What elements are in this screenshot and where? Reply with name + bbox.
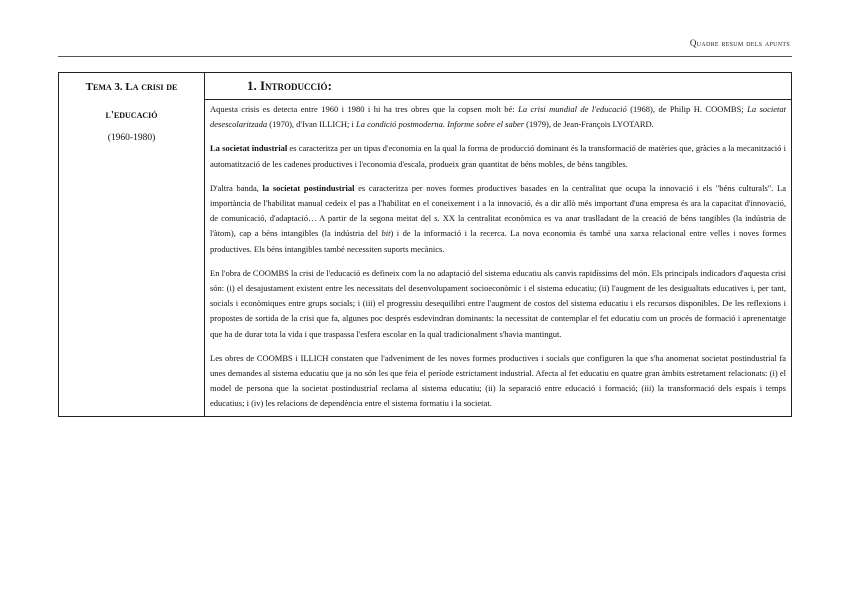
paragraph-postindustrial-text: D'altra banda, [210,182,263,193]
paragraph-intro-text: (1979), de Jean-François LYOTARD. [524,119,654,130]
section-body [205,100,791,416]
paragraph-postindustrial-text: es caracteritza per noves formes productives basades en la centralitat que ocupa la innovació i els "béns culturals". La importància de l'habilitat manual cedeix el pas a l'habilitat en el coneixement i a la innovació, és a dir allò més important d'una empresa és ara la capacitat d'innovació, de comunicació, d'adaptació… A partir de la segona meitat del s. XX la centralitat econòmica es va anar traslladant de la creació de béns tangibles (la indústria de l'àtom), cap a béns intangibles (la indústria del [210,182,786,239]
summary-table [58,72,792,417]
document-header-title: Quadre resum dels apunts [689,38,790,48]
paragraph-coombs-illich: Les obres de COOMBS i ILLICH constaten que l'adveniment de les noves formes productives i socials que configuren la que s'ha anomenat societat postindustrial fa unes demandes al sistema educatiu que ja no són les que feia el període estrictament industrial. Afecta al fet educatiu en quatre gran àmbits estretament relacionats: (i) el model de persona que la societat postindustrial reclama al sistema educatiu; (ii) la separació entre educació i formació; (iii) la transformació dels espais i temps educatius; i (iv) les relacions de dependència entre el sistema formatiu i la societat. [210,352,786,409]
topic-heading-line2: l'educació [105,109,158,121]
paragraph-intro-text: Aquesta crisis es detecta entre 1960 i 1980 i hi ha tres obres que la copsen molt bé: [210,104,519,114]
topic-heading-line1: Tema 3. La crisi de [85,81,178,93]
paragraph-intro [210,102,786,132]
section-title: 1. Introducció: [205,73,791,100]
term-bit: bit [381,228,391,239]
header-divider [58,56,792,57]
term-industrial-society: La societat industrial [210,143,288,154]
paragraph-intro-text: (1968), de Philip H. COOMBS; [626,104,748,114]
paragraph-industrial-society [210,141,786,171]
book-title-coombs: La crisi mundial de l'educació [518,104,627,114]
book-title-lyotard: La condició postmoderna. Informe sobre el saber [356,119,525,130]
table-row [59,73,792,417]
topic-dates: (1960-1980) [107,133,156,143]
paragraph-postindustrial-society [210,181,786,257]
paragraph-intro-text: (1970), d'Ivan ILLICH; i [267,119,357,130]
book-title-illich: La societat desescolaritzada [210,104,787,130]
paragraph-coombs: En l'obra de COOMBS la crisi de l'educació es defineix com la no adaptació del sistema educatiu als canvis rapidíssims del món. Els principals indicadors d'aquesta crisi són: (i) el desajustament existent entre les necessitats del desenvolupament socioeconòmic i el sistema educatiu; (ii) l'augment de les desigualtats educatives i, per tant, socials i econòmiques entre grups socials; i (iii) el progressiu desequilibri entre l'augment de costos del sistema educatiu i els recursos disponibles. De les reflexions i propostes de sortida de la crisi que fa, algunes poc després esdevindran dominants: la necessitat de contemplar el fet educatiu com un procés de formació i aprenentatge que ha de durar tota la vida i que traspassa l'esfera escolar en la qual tradicionalment s'havia mantingut. [210,267,786,339]
paragraph-industrial-text: es caracteritza per un tipus d'economia en la qual la forma de producció dominant és la transformació de matèries que, gràcies a la mecanització i automatització de les cadenes productives i l'economia d'escala, produeix gran quantitat de béns mobles, de béns tangibles. [210,143,786,169]
term-postindustrial-society: la societat postindustrial [262,182,355,193]
paragraph-postindustrial-text: ) i de la informació i la recerca. La nova economia és també una xarxa relacional entre velles i noves formes productives. Els béns intangibles també necessiten suports mecànics. [210,228,786,254]
topic-cell [59,73,205,417]
section-title-cell [205,73,792,417]
